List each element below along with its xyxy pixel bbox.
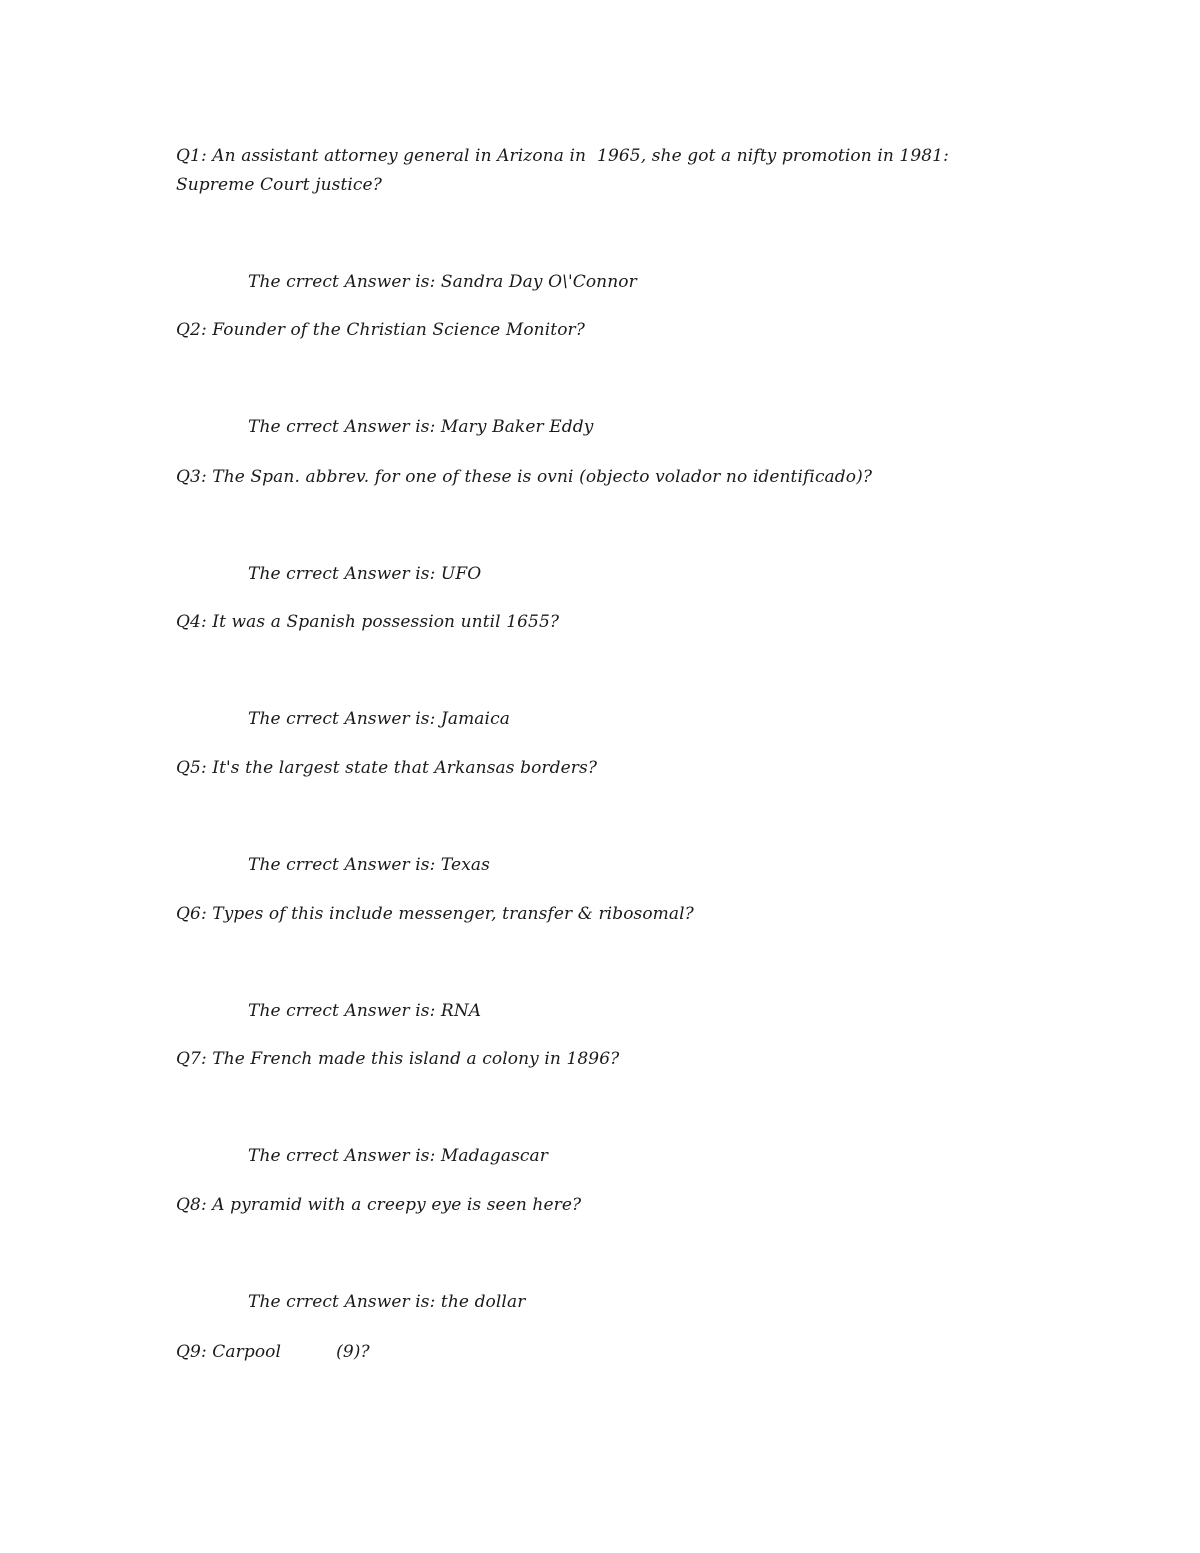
question-8: Q8: A pyramid with a creepy eye is seen here? [176, 1195, 582, 1215]
answer-3: The crrect Answer is: UFO [248, 564, 482, 584]
answer-4: The crrect Answer is: Jamaica [248, 709, 510, 729]
question-1-continuation: Supreme Court justice? [176, 175, 382, 195]
question-5: Q5: It's the largest state that Arkansas borders? [176, 758, 598, 778]
question-2: Q2: Founder of the Christian Science Monitor? [176, 320, 585, 340]
answer-8: The crrect Answer is: the dollar [248, 1292, 526, 1312]
answer-7: The crrect Answer is: Madagascar [248, 1146, 549, 1166]
question-9: Q9: Carpool (9)? [176, 1342, 370, 1362]
question-4: Q4: It was a Spanish possession until 1655? [176, 612, 560, 632]
answer-1: The crrect Answer is: Sandra Day O\'Connor [248, 272, 637, 292]
question-3: Q3: The Span. abbrev. for one of these is ovni (objecto volador no identificado)? [176, 467, 873, 487]
question-6: Q6: Types of this include messenger, transfer & ribosomal? [176, 904, 694, 924]
answer-5: The crrect Answer is: Texas [248, 855, 490, 875]
answer-6: The crrect Answer is: RNA [248, 1001, 482, 1021]
answer-2: The crrect Answer is: Mary Baker Eddy [248, 417, 594, 437]
question-1: Q1: An assistant attorney general in Arizona in 1965, she got a nifty promotion in 1981: [176, 146, 949, 166]
question-7: Q7: The French made this island a colony in 1896? [176, 1049, 620, 1069]
